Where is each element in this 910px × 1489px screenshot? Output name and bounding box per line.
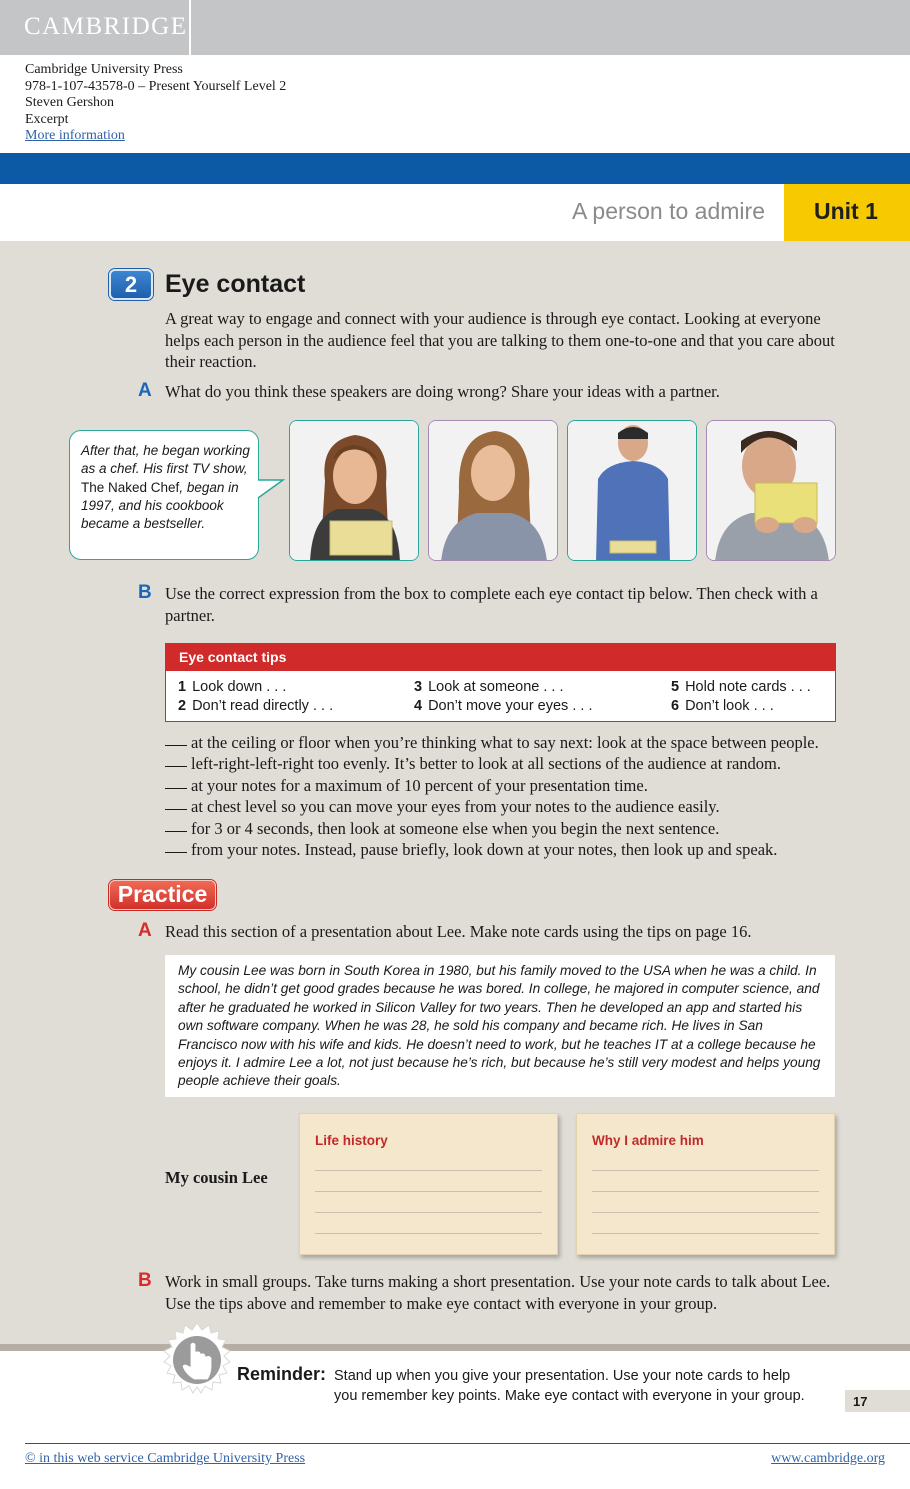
exercise-a-instruction: What do you think these speakers are doing wrong? Share your ideas with a partner. bbox=[165, 382, 720, 401]
publisher-line: Cambridge University Press bbox=[25, 62, 183, 77]
tip-item bbox=[178, 698, 333, 714]
answer-blank[interactable] bbox=[165, 852, 187, 853]
tip-number: 1 bbox=[178, 679, 187, 695]
bubble-text-1: After that, he began working as a chef. His first TV show, bbox=[81, 443, 250, 477]
tip-number: 5 bbox=[671, 679, 680, 695]
practice-a-letter: A bbox=[138, 920, 152, 941]
reminder-line: Stand up when you give your presentation. Use your note cards to help bbox=[334, 1368, 791, 1384]
tip-number: 2 bbox=[178, 698, 187, 714]
logo-divider bbox=[189, 0, 191, 55]
tip-text: Look down . . . bbox=[192, 679, 287, 695]
completion-item bbox=[165, 775, 855, 796]
tip-number: 6 bbox=[671, 698, 680, 714]
unit-title: A person to admire bbox=[571, 198, 765, 224]
eye-contact-tips-box bbox=[165, 643, 836, 722]
answer-blank[interactable] bbox=[165, 745, 187, 746]
speaker-photo-looking-down-man bbox=[567, 420, 697, 561]
practice-badge: Practice bbox=[109, 880, 216, 910]
tip-item bbox=[414, 679, 564, 695]
cambridge-website-link[interactable]: www.cambridge.org bbox=[771, 1451, 885, 1466]
tip-text: Look at someone . . . bbox=[428, 679, 564, 695]
bubble-tail bbox=[256, 478, 286, 502]
note-card-title: Life history bbox=[315, 1133, 388, 1148]
footer-rule bbox=[25, 1443, 910, 1444]
reminder-line: you remember key points. Make eye contact with everyone in your group. bbox=[334, 1387, 805, 1404]
note-card-label: My cousin Lee bbox=[165, 1168, 268, 1187]
tip-text: Don’t move your eyes . . . bbox=[428, 698, 593, 714]
tip-text: Hold note cards . . . bbox=[685, 679, 811, 695]
section-title: Eye contact bbox=[165, 270, 306, 298]
exercise-b-letter: B bbox=[138, 582, 152, 603]
practice-a-instruction: Read this section of a presentation about Lee. Make note cards using the tips on page 16. bbox=[165, 922, 752, 941]
completion-text: left-right-left-right too evenly. It’s better to look at all sections of the audience at random. bbox=[191, 754, 781, 774]
note-card-title: Why I admire him bbox=[592, 1133, 704, 1148]
more-information-link[interactable]: More information bbox=[25, 128, 125, 144]
unit-label: Unit 1 bbox=[814, 198, 878, 224]
answer-blank[interactable] bbox=[165, 831, 187, 832]
speaker-photo-reading-woman bbox=[289, 420, 419, 561]
page-number: 17 bbox=[845, 1390, 910, 1412]
note-card-rule bbox=[592, 1191, 819, 1192]
note-card-why-admire[interactable] bbox=[576, 1113, 835, 1255]
completion-item bbox=[165, 839, 855, 860]
tip-item bbox=[414, 698, 592, 714]
completion-item bbox=[165, 796, 855, 817]
completion-list bbox=[165, 732, 855, 860]
copyright-link[interactable]: © in this web service Cambridge University Press bbox=[25, 1451, 306, 1466]
top-bar bbox=[0, 0, 910, 55]
completion-text: at your notes for a maximum of 10 percent of your presentation time. bbox=[191, 775, 648, 795]
tip-number: 4 bbox=[414, 698, 423, 714]
completion-text: from your notes. Instead, pause briefly, look down at your notes, then look up and speak. bbox=[191, 840, 778, 860]
tip-text: Don’t read directly . . . bbox=[192, 698, 334, 714]
speech-bubble bbox=[69, 430, 259, 560]
note-card-rule bbox=[315, 1233, 542, 1234]
tip-item bbox=[178, 679, 286, 695]
tip-text: Don’t look . . . bbox=[685, 698, 774, 714]
unit-badge bbox=[784, 184, 910, 241]
exercise-b-instruction: Use the correct expression from the box to complete each eye contact tip below. Then check with a partner. bbox=[165, 584, 818, 625]
tip-item bbox=[671, 698, 774, 714]
answer-blank[interactable] bbox=[165, 766, 187, 767]
speaker-photo-card-in-face-man bbox=[706, 420, 836, 561]
pointing-hand-icon bbox=[160, 1322, 234, 1396]
note-card-rule bbox=[592, 1212, 819, 1213]
isbn-line: 978-1-107-43578-0 – Present Yourself Level 2 bbox=[25, 78, 287, 94]
completion-text: at the ceiling or floor when you’re thinking what to say next: look at the space between people. bbox=[191, 733, 819, 752]
note-card-rule bbox=[315, 1212, 542, 1213]
completion-item bbox=[165, 732, 855, 753]
note-card-rule bbox=[315, 1170, 542, 1171]
tips-heading: Eye contact tips bbox=[166, 644, 835, 671]
unit-bar bbox=[0, 184, 910, 241]
note-card-rule bbox=[592, 1233, 819, 1234]
note-card-rule bbox=[315, 1191, 542, 1192]
bubble-show-title: The Naked Chef bbox=[81, 479, 180, 495]
reminder-band bbox=[0, 1344, 910, 1351]
note-card-rule bbox=[592, 1170, 819, 1171]
completion-text: for 3 or 4 seconds, then look at someone else when you begin the next sentence. bbox=[191, 818, 720, 838]
completion-item bbox=[165, 753, 855, 774]
speaker-photo-looking-up-woman bbox=[428, 420, 558, 561]
reminder-text bbox=[334, 1367, 805, 1406]
author-line: Steven Gershon bbox=[25, 95, 115, 111]
completion-item bbox=[165, 818, 855, 839]
completion-text: at chest level so you can move your eyes from your notes to the audience easily. bbox=[191, 797, 720, 817]
cambridge-logo: CAMBRIDGE bbox=[24, 13, 188, 40]
book-meta bbox=[25, 62, 286, 145]
answer-blank[interactable] bbox=[165, 788, 187, 789]
answer-blank[interactable] bbox=[165, 809, 187, 810]
section-intro: A great way to engage and connect with your audience is through eye contact. Looking at everyone helps each person in the audience feel that you are talking to them one-to-one and that you care about their reaction. bbox=[165, 309, 835, 371]
section-number-badge: 2 bbox=[109, 269, 153, 300]
bubble-text-2: , began in 1997, and his cookbook became a bestseller. bbox=[81, 479, 239, 532]
reminder-label: Reminder: bbox=[237, 1364, 327, 1384]
practice-b-instruction: Work in small groups. Take turns making a short presentation. Use your note cards to talk about Lee. Use the tips above and remember to make eye contact with everyone in your group. bbox=[165, 1272, 831, 1313]
practice-b-letter: B bbox=[138, 1270, 152, 1291]
exercise-a-letter: A bbox=[138, 380, 152, 401]
excerpt-line: Excerpt bbox=[25, 111, 69, 127]
tip-number: 3 bbox=[414, 679, 423, 695]
lee-passage: My cousin Lee was born in South Korea in 1980, but his family moved to the USA when he was a child. In school, he didn’t get good grades because he was bored. In college, he majored in computer science, and after he graduated he worked in Silicon Valley for two years. Then he developed an app and started his own software company. When he was 28, he sold his company and became rich. He lives in San Francisco now with his wife and kids. He doesn’t need to work, but he teaches IT at a college because he enjoys it. I admire Lee a lot, not just because he’s rich, but because he’s still very modest and helps young people achieve their goals. bbox=[165, 955, 835, 1097]
tip-item bbox=[671, 679, 811, 695]
blue-band bbox=[0, 153, 910, 184]
note-card-life-history[interactable] bbox=[299, 1113, 558, 1255]
